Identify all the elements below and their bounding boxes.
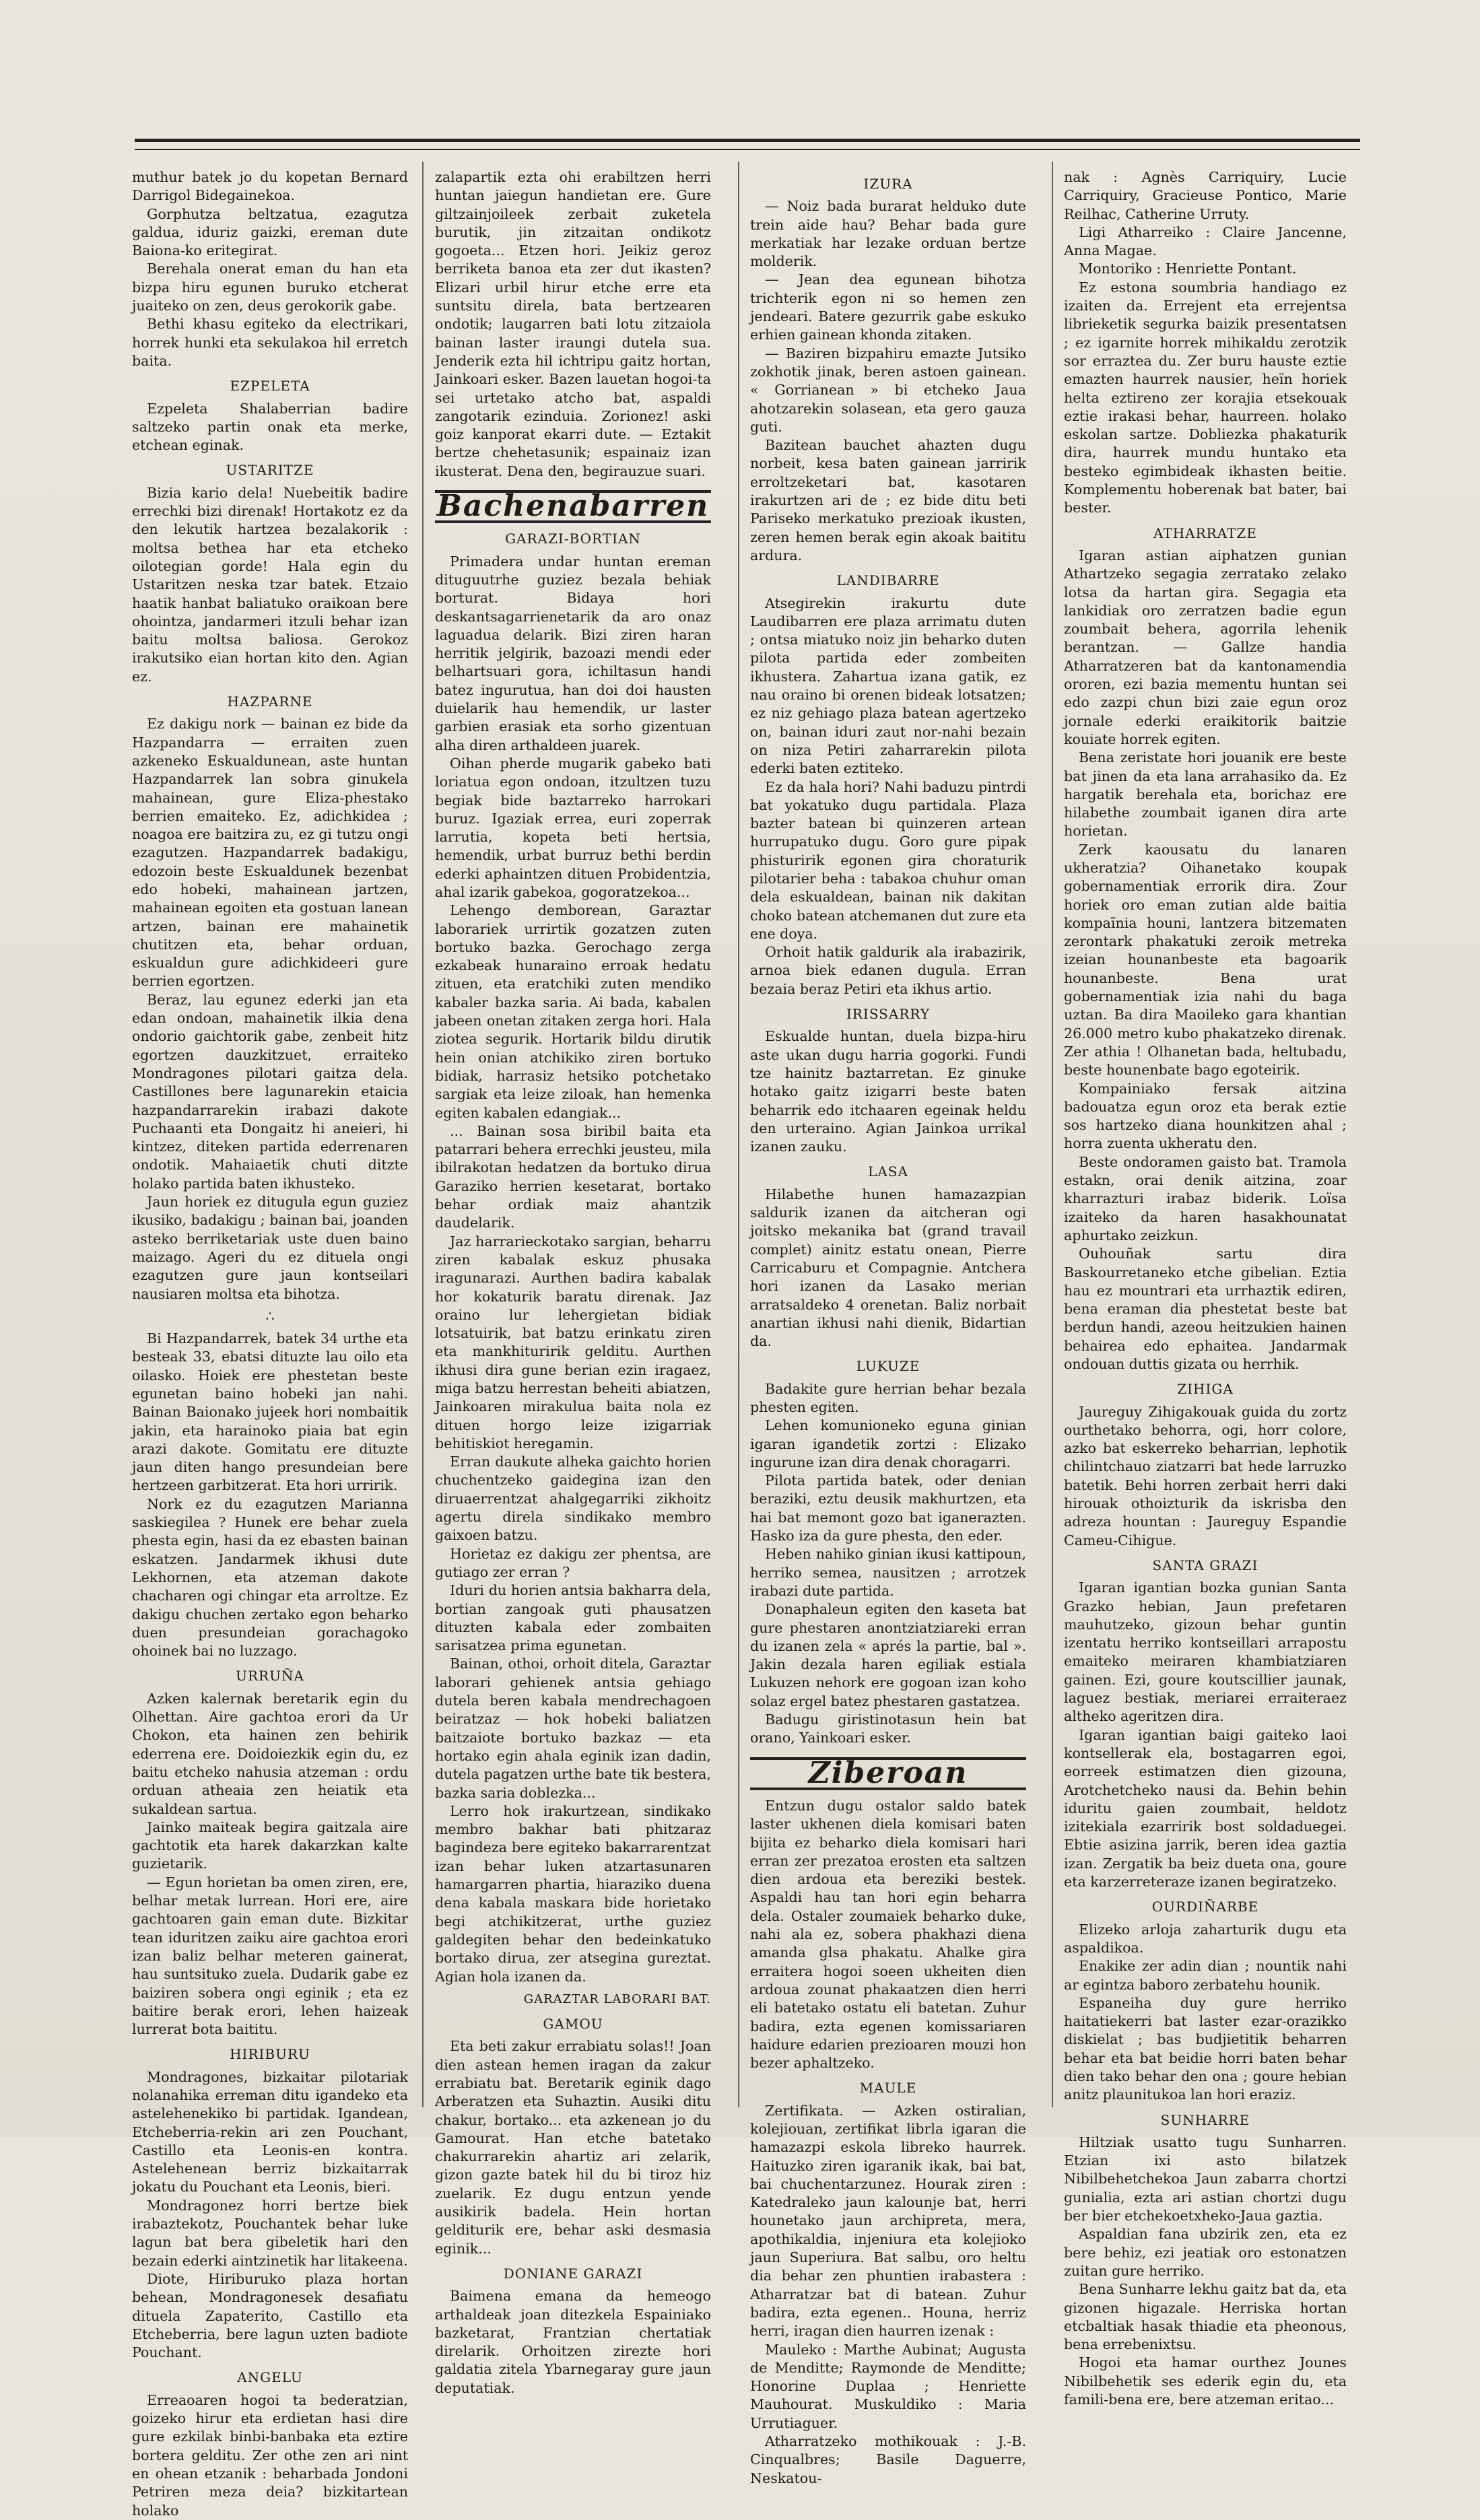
paragraph: Horietaz ez dakigu zer phentsa, are gutiago zer erran ? xyxy=(435,1545,711,1580)
paragraph: Zerk kaousatu du lanaren ukheratzia? Oihanetako koupak gobernamentiak errorik dira. Zour horiek oro eman zutian alde baitia kompaĩnia houni, lantzera bitzematen zerontark phakatuki zeroik metreka izeian hounanbeste eta bagoarik hounanbeste. Bena urat gobernamentiak izia nahi du baga uztan. Ba dira Maoileko gara khantian 26.000 metro kubo phakatzeko direnak. Zer athia ! Olhanetan bada, heltubadu, beste hounenbate bago egoteirik. xyxy=(1064,841,1347,1079)
paragraph: Lehengo demborean, Garaztar laborariek urrirtik gozatzen zuten bortuko bazka. Gerochago zerga ezkabeak hunaraino erroak hedatu zituen, eta eratchiki zuten mendiko kabaler bazka saria. Ai bada, kabalen jabeen onetan zitaken zerga hori. Hala ziotea segurik. Hortarik bildu dirutik hein onian atchikiko ziren bortuko bidiak, harrasiz hetsiko potchetako sargiak eta leize ziloak, han hemenka egiten kabalen edangiak... xyxy=(435,902,711,1121)
paragraph: Igaran astian aiphatzen gunian Athartzeko segagia zerratako zelako lotsa da hartan gira. Segagia eta lankidiak oro zerratzen badie egun zoumbait behera, agorrila lehenik berantzan. — Gallze handia Atharratzeren bat da kantonamendia ororen, ezi bazia mementu huntan sei edo zazpi chun bizi zaie egun oroz jornale ederki eraikitorik baitzie kouiate horrek egiten. xyxy=(1064,547,1347,747)
paragraph: Jaureguy Zihigakouak guida du zortz ourthetako behorra, ogi, horr colore, azko bat eskerreko beharrian, lephotik chilintchauo ziatzarri bat hede larruzko batetik. Behi horren zerbait herri daki hirouak othoizturik da iskrisba den adreza hountan : Jaureguy Espandie Cameu-Cihigue. xyxy=(1064,1403,1347,1548)
paragraph: Lehen komunioneko eguna ginian igaran igandetik zortzi : Elizako ingurune izan dira denak choragarri. xyxy=(750,1417,1026,1470)
section-heading: ZIHIGA xyxy=(1177,1381,1234,1398)
paragraph: Azken kalernak beretarik egin du Olhettan. Aire gachtoa erori da Ur Chokon, eta hainen zen behirik ederrena ere. Doidoiezkik egin du, ez baitu etcheko nahusia atzeman : ordu orduan atheaia zen heiatik eta sukaldean sartua. xyxy=(132,1690,408,1817)
paragraph: Ez da hala hori? Nahi baduzu pintrdi bat yokatuko dugu partidala. Plaza bazter batean bi quinzeren artean hurrupatuko dugu. Goro gure pipak phisturirik egonen gira choraturik pilotarier beha : tabakoa chuhur oman dela eskualdean, bainan nik dakitan choko batean atchemanen dut zure eta ene doya. xyxy=(750,778,1026,942)
paragraph: Igaran igantian bozka gunian Santa Grazko hebian, Jaun prefetaren mauhutzeko, gizoun behar guntin izentatu herriko kontseillari arrapostu emaiteko meiraren khambiatziaren gainen. Ezi, goure koutscillier jaunak, laguez bestiak, meriarei erraiteraez altheko ageritzen dira. xyxy=(1064,1579,1347,1725)
paragraph: — Jean dea egunean bihotza trichterik egon ni so hemen zen jendeari. Batere gezurrik gabe eskuko erhien gainean khonda zitaken. xyxy=(750,271,1026,343)
paragraph: Ez estona soumbria handiago ez izaiten da. Errejent eta errejentsa librieketik segurka baizik presentatsen ; ez igarnite horrek mihikaldu zerotzik sor erraztea du. Zer buru hauste eztie emazten haurrek nausier, heïn horiek helta eztireno zer korajia etsekouak eztie irakasi behar, haurreen. holako eskolan sartze. Dobliezka phakaturik dira, haurrek mundu huntako eta besteko egimbideak ikhasten beitie. Komplementu hoberenak bat bater, bai bester. xyxy=(1064,279,1347,516)
section-heading: DONIANE GARAZI xyxy=(503,2265,643,2282)
paragraph: Igaran igantian baigi gaiteko laoi kontsellerak ela, bostagarren egoi, eorreek estimatzen dien gizouna, Arotchetcheko nausi da. Behin behin iduritu gaien zoumbait, heldotz izitekiala ezarririk bost soldaduegei. Ebtie asizina jarrik, beren idea gaztia izan. Zergatik ba beiz dueta ona, goure eta karzerreteraze izanen begiratzeko. xyxy=(1064,1726,1347,1891)
top-rule xyxy=(135,139,1360,150)
paragraph: Lerro hok irakurtzean, sindikako membro bakhar bati phitzaraz bagindeza bere egiteko bakarrarentzat izan behar luken atzartasunaren hamargarren phartia, hiaraziko duena dena kabala maskara bide horietako begi atchikitzerat, urthe guziez galdegiten behar den bedeinkatuko bortako dirua, zer atsegina gureztat. Agian hola izanen da. xyxy=(435,1802,711,1985)
paragraph: Aspaldian fana ubzirik zen, eta ez bere behiz, ezi jeatiak oro estonatzen zuitan gure herriko. xyxy=(1064,2226,1347,2279)
paragraph: Hogoi eta hamar ourthez Jounes Nibilbehetik ses ederik egin du, eta famili-bena ere, bere atzeman eritao... xyxy=(1064,2354,1347,2408)
paragraph: Bena Sunharre lekhu gaitz bat da, eta gizonen higazale. Herriska hortan etcbaltiak hasak thiadie eta pheonous, bena errebenixtsu. xyxy=(1064,2281,1347,2353)
paragraph: Donaphaleun egiten den kaseta bat gure phestaren anontziatziareki erran du izanen zela « aprés la partie, bal ». Jakin dezala haren egiliak estiala Lukuzen nehork ere gogoan izan koho solaz ergel batez phestaren gastatzea. xyxy=(750,1601,1026,1709)
section-heading: IZURA xyxy=(863,176,913,192)
paragraph: Jainko maiteak begira gaitzala aire gachtotik eta harek dakarzkan kalte guzietarik. xyxy=(132,1818,408,1872)
column-divider xyxy=(1052,162,1053,2107)
section-heading: SUNHARRE xyxy=(1160,2111,1250,2128)
paragraph: Ligi Atharreiko : Claire Jancenne, Anna Magae. xyxy=(1064,224,1347,259)
paragraph: — Egun horietan ba omen ziren, ere, belhar metak lurrean. Hori ere, aire gachtoaren gain eman dute. Bizkitar tean iduritzen zaiku aire gachtoa erori izan baliz belhar meteren gainerat, hau suntsituko zuela. Dudarik gabe ez baiziren sobera ongi eginik ; eta ez baitire berak erori, lehen haizeak lurrerat bota baititu. xyxy=(132,1874,408,2038)
paragraph: nak : Agnès Carriquiry, Lucie Carriquiry, Gracieuse Pontico, Marie Reilhac, Catherine Urruty. xyxy=(1064,169,1347,222)
paragraph: Ouhouñak sartu dira Baskourretaneko etche gibelian. Eztia hau ez mountrari eta urrhaztik ediren, bena eraman dia phestetat beste bat berdun handi, azeou heitzukien hainen behairea edo ephaitea. Jandarmak ondouan duttis gizata ou herrhik. xyxy=(1064,1246,1347,1372)
paragraph: Bethi khasu egiteko da electrikari, horrek hunki eta sekulakoa hil erretch baita. xyxy=(132,316,408,369)
section-heading: GAMOU xyxy=(543,2016,603,2033)
paragraph: Nork ez du ezagutzen Marianna saskiegilea ? Hunek ere behar zuela phesta egin, hasi da ez ebasten bainan eskatzen. Jandarmek ikhusi dute Lekhornen, eta atzeman dakote chacharen ogi chingar eta arroltze. Ez dakigu chuchen zertako egon beharko duen presundeian gorachagoko ohoinek bai no luzzago. xyxy=(132,1495,408,1660)
column-3 xyxy=(750,168,1026,2486)
paragraph: Mauleko : Marthe Aubinat; Augusta de Menditte; Raymonde de Menditte; Honorine Duplaa ; Henriette Mauhourat. Muskuldiko : Maria Urrutiaguer. xyxy=(750,2341,1026,2431)
section-heading: OURDIÑARBE xyxy=(1151,1899,1259,1915)
paragraph: Badakite gure herrian behar bezala phesten egiten. xyxy=(750,1380,1026,1415)
column-1 xyxy=(132,168,408,2519)
section-heading: LASA xyxy=(868,1163,908,1180)
paragraph: Erran daukute alheka gaichto horien chuchentzeko gaidegina izan den diruaerrentzat ahalgegarriki zikhoitz agertu direla sindikako membro gaixoen batzu. xyxy=(435,1454,711,1544)
paragraph: Ez dakigu nork — bainan ez bide da Hazpandarra — erraiten zuen azkeneko Eskualdunean, aste huntan Hazpandarrek lan sobra ginukela mahainean, gure Eliza-phestako berrien emaiteko. Ez, adichkidea ; noagoa ere baitzira zu, ez gi tutzu ongi ezagutzen. Hazpandarrek badakigu, edozoin beste Eskualdunek bezenbat edo hobeki, mahainean jartzen, mahainean egoiten eta gostuan lanean artzen, bainan ere mahainetik chutitzen eta, behar orduan, eskualdun gure adichkideeri gure berrien egortzen. xyxy=(132,716,408,990)
section-banner: Ziberoan xyxy=(750,1757,1026,1790)
column-divider xyxy=(422,162,424,2107)
paragraph: Orhoit hatik galdurik ala irabazirik, arnoa biek edanen dugula. Erran bezaia beraz Petiri eta ikhus artio. xyxy=(750,944,1026,997)
paragraph: — Noiz bada burarat helduko dute trein aide hau? Behar bada gure merkatiak har lezake orduan bertze molderik. xyxy=(750,198,1026,270)
paragraph: Espaneiha duy gure herriko haitatiekerri bat laster ezar-orazikko diskielat ; bas budjietitik beharren behar eta bat beidie horri baten behar dien tako behar den ona ; goure hebian anitz plaunitukoa lan hori eraziz. xyxy=(1064,1994,1347,2103)
paragraph: Bi Hazpandarrek, batek 34 urthe eta besteak 33, ebatsi dituzte lau oilo eta oilasko. Hoiek ere phestetan beste egunetan baino hobeki jan nahi. Bainan Baionako jujeek hori nombaitik jakin, eta harainoko piaia bat egin arazi dakote. Gomitatu ere dituzte jaun diten hango presundeian bere hertzeen garbitzerat. Eta hori urririk. xyxy=(132,1330,408,1494)
section-heading: URRUÑA xyxy=(236,1668,304,1684)
paragraph: Zertifikata. — Azken ostiralian, kolejiouan, zertifikat librla igaran die hamazazpi eskola libreko haurrek. Haituzko ziren igaranik ikak, bai bat, bai chuchentarzunez. Hourak ziren : Katedraleko jaun kalounje bat, herri hounetako jaun archipreta, mera, apothikaldia, injeniura eta kolejioko jaun Superiura. Bat salbu, oro heltu dia behar zen phuntien irabastera : Atharratzar bat di batean. Zuhur badira, ezta egenen.. Houna, herriz herri, iragan dien haurren izenak : xyxy=(750,2102,1026,2340)
paragraph: Bena zeristate hori jouanik ere beste bat jinen da eta lana arrahasiko da. Ez hargatik berehala eta, borichaz ere hilabethe zoumbait iganen dira arte horietan. xyxy=(1064,749,1347,840)
paragraph: Elizeko arloja zaharturik dugu eta aspaldikoa. xyxy=(1064,1921,1347,1956)
section-heading: LUKUZE xyxy=(856,1358,920,1375)
column-4 xyxy=(1064,168,1347,2408)
paragraph: Primadera undar huntan ereman dituguutrhe guziez bezala behiak borturat. Bidaya hori deskantsagarrienetarik da aro onaz laguadua delarik. Bizi ziren haran herritik jelgirik, bazoazi mendi eder belhartsuari gora, ichiltasun handi batez ingurutua, han doi doi hausten duielarik hau hemendik, ur laster garbien erasiak eta sorho gizentuan alha diren arthaldeen juarek. xyxy=(435,553,711,753)
paragraph: muthur batek jo du kopetan Bernard Darrigol Bidegainekoa. xyxy=(132,169,408,204)
paragraph: Pilota partida batek, oder denian beraziki, eztu deusik makhurtzen, eta hai bat memont gozo bat iganerazten. Hasko iza da gure phesta, den eder. xyxy=(750,1472,1026,1544)
section-heading: LANDIBARRE xyxy=(836,572,940,589)
paragraph: Ezpeleta Shalaberrian badire saltzeko partin onak eta merke, etchean eginak. xyxy=(132,400,408,454)
section-heading: GARAZI-BORTIAN xyxy=(505,531,641,547)
paragraph: Erreaoaren hogoi ta bederatzian, goizeko hirur eta erdietan hasi dire gure ezkilak binbi-banbaka eta eztire bortera gelditu. Zer othe zen ari nint en ohean etzanik : beharbada Jondoni Petriren meza deia? bizkitartean holako xyxy=(132,2391,408,2519)
paragraph: Mondragones, bizkaitar pilotariak nolanahika erreman ditu igandeko eta astelehenekiko bi partidak. Igandean, Etcheberria-rekin ari zen Pouchant, Castillo eta Leonis-en kontra. Astelehenean berriz bizkaitarrak jokatu du Pouchant eta Leonis, bieri. xyxy=(132,2068,408,2195)
paragraph: Kompainiako fersak aitzina badouatza egun oroz eta berak eztie sos hartzeko diana hounkitzen ahal ; horra zuenta ukheratu den. xyxy=(1064,1080,1347,1152)
paragraph: Eta beti zakur errabiatu solas!! Joan dien astean hemen iragan da zakur errabiatu bat. Beretarik eginik dago Arberatzen eta Suhaztin. Ausiki ditu chakur, bortako... eta azkenean jo du Gamourat. Han etche batetako chakurrarekin ahartiz ari zelarik, gizon gazte batek hil du bi tiroz hiz zuelarik. Ez dugu entzun yende ausikirik badela. Hein hortan gelditurik ere, behar aski desmasia eginik... xyxy=(435,2038,711,2257)
signature: GARAZTAR LABORARI BAT. xyxy=(523,1991,711,2006)
paragraph: Bainan, othoi, orhoit ditela, Garaztar laborari gehienek antsia gehiago dutela beren kabala mendrechagoen beiratzaz — hok hobeki baliatzen baitzaiote bortuko bazkaz — eta hortako egin ahala eginik izan dadin, dutela pagatzen urthe bate tik bestera, bazka saria doblezka... xyxy=(435,1656,711,1801)
paragraph: Badugu giristinotasun hein bat orano, Yainkoari esker. xyxy=(750,1711,1026,1746)
section-heading: HAZPARNE xyxy=(227,693,313,710)
paragraph: Jaun horiek ez ditugula egun guziez ikusiko, badakigu ; bainan bai, joanden asteko berriketariak uste duen baino maizago. Ageri du ez dituela ongi ezagutzen gure jaun kontseilari nausiaren moltsa eta bihotza. xyxy=(132,1194,408,1302)
paragraph: zalapartik ezta ohi erabiltzen herri huntan jaiegun handietan ere. Gure giltzainjoileek zerbait zuketela burutik, jin zitzaitan ondikotz gogoeta... Etzen hori. Jeikiz geroz berriketa banoa eta zer dut ikasten? Elizari urbil hirur etche erre eta suntsitu direla, bata bertzearen ondotik; laugarren bati lotu zitzaiola bainan laster iraungi dutela sua. Jenderik ezta hil ichtripu gaitz hortan, Jainkoari esker. Bazen lauetan hogoi-ta sei urtetako atcho bat, aspaldi zangotarik ezinduia. Zorionez! aski goiz kanporat ekarri dute. — Eztakit bertze chehetasunik; espainaiz izan ikusterat. Dena den, begirauzue suari. xyxy=(435,169,711,479)
paragraph: Heben nahiko ginian ikusi kattipoun, herriko semea, nausitzen ; arrotzek irabazi dute partida. xyxy=(750,1546,1026,1599)
paragraph: — Baziren bizpahiru emazte Jutsiko zokhotik jinak, beren astoen gainean. « Gorrianean » bi etcheko Jaua ahotzarekin solasean, eta gero gauza guti. xyxy=(750,345,1026,435)
section-banner: Bachenabarren xyxy=(435,490,711,523)
paragraph: Hiltziak usatto tugu Sunharren. Etzian ixi asto bilatzek Nibilbehetchekoa Jaun zabarra chortzi gunialia, ezta ari astian chortzi dugu ber bier etchekoetxheko-Jaua gaztia. xyxy=(1064,2134,1347,2224)
paragraph: Entzun dugu ostalor saldo batek laster ukhenen diela komisari baten bijita ez beharko diela komisari hari erran zer prezatoa erosten eta saltzen dien ardoua eta bereziki bestek. Aspaldi hau tan hori egin beharra dela. Ostaler zoumaiek beharko duke, nahi ala ez, sobera phakhazi diena amanda glsa phakatu. Ahalke gira erraitera hogoi soeen ukheiten dien ardoua zounat phakaatzen dien herri eli batetako ostatu eli batetan. Zuhur badira, ezta egenen komissariaren haidure edarien prezioaren mouzi hon bezer aphaltzeko. xyxy=(750,1797,1026,2072)
paragraph: Eskualde huntan, duela bizpa-hiru aste ukan dugu harria gogorki. Fundi tze hainitz baztarretan. Ez ginuke hotako gaitz izigarri beste baten beharrik edo itchaaren egeinak heldu den urteraino. Agian Jainkoa urrikal izanen zauku. xyxy=(750,1028,1026,1155)
paragraph: Iduri du horien antsia bakharra dela, bortian zangoak guti phausatzen dituzten kabala eder zombaiten sarisatzea prima egunetan. xyxy=(435,1582,711,1654)
paragraph: Oihan pherde mugarik gabeko bati loriatua egon ondoan, itzultzen tuzu begiak bide baztarreko harrokari buruz. Igaziak errea, euri zoperrak larrutia, kopeta beti hertsia, hemendik, urbat burruz bethi berdin ederki aphaintzen dituen Probidentzia, ahal izarik gabekoa, gogoratzekoa... xyxy=(435,755,711,900)
section-heading: SANTA GRAZI xyxy=(1152,1557,1258,1573)
section-heading: ATHARRATZE xyxy=(1153,524,1257,541)
paragraph: Bazitean bauchet ahazten dugu norbeit, kesa baten gainean jarririk erroltzeketari bat, kasotaren irakurtzen ari de ; ez bide ditu beti Pariseko merkatuko prezioak ikusten, zeren hemen berak egin akoak baititu ardura. xyxy=(750,437,1026,564)
paragraph: Beste ondoramen gaisto bat. Tramola estakn, orai denik aitzina, zoar kharrazturi irabaz biderik. Loïsa izaiteko da haren hasakhounatat aphurtako zeizkun. xyxy=(1064,1153,1347,1244)
paragraph: Diote, Hiriburuko plaza hortan behean, Mondragonesek desafiatu dituela Zapaterito, Castillo eta Etcheberria, bere lagun uzten badiote Pouchant. xyxy=(132,2270,408,2361)
paragraph: Jaz harrarieckotako sargian, beharru ziren kabalak eskuz phusaka iragunarazi. Aurthen badira kabalak hor kokaturik baratu direnak. Jaz oraino lur lehergietan bidiak lotsatuirik, bat batzu erinkatu ziren eta mankhituririk gelditu. Aurthen ikhusi dira gune berian ezin iragaez, miga batzu herrestan beheiti abiatzen, Jainkoaren mirakulua baita nola ez dituen horgo leize izigarriak behitiskiot heregamin. xyxy=(435,1233,711,1452)
paragraph: Beraz, lau egunez ederki jan eta edan ondoan, mahainetik ilkia dena ondorio gaichtorik gabe, zenbeit hitz egortzen dauzkitzuet, erraiteko Mondragones pilotari gaitza dela. Castillones bere lagunarekin etaicia hazpandarrarekin irabazi dakote Puchaanti eta Dongaitz hi aneieri, hi kintzez, diteken partida ederrenaren ondotik. Mahaiaetik chuti ditzte holako partida baten ikhusteko. xyxy=(132,991,408,1192)
section-heading: IRISSARRY xyxy=(846,1006,931,1023)
separator: ∴ xyxy=(265,1307,275,1324)
paragraph: Atharratzeko mothikouak : J.-B. Cinqualbres; Basile Daguerre, Neskatou- xyxy=(750,2433,1026,2486)
section-heading: MAULE xyxy=(859,2080,917,2097)
paragraph: Gorphutza beltzatua, ezagutza galdua, iduriz gaizki, ereman dute Baiona-ko eritegirat. xyxy=(132,205,408,259)
section-heading: HIRIBURU xyxy=(230,2046,310,2063)
paragraph: ... Bainan sosa biribil baita eta patarrari behera errechki jeusteu, mila ibilrakotan hedatzen da bortuko dirua Garaziko herrien kesetarat, bortako behar ordiak maiz ahantzik daudelarik. xyxy=(435,1122,711,1231)
section-heading: ANGELU xyxy=(237,2369,303,2386)
paragraph: Enakike zer adin dian ; nountik nahi ar egintza baboro zerbatehu hounik. xyxy=(1064,1958,1347,1993)
section-heading: USTARITZE xyxy=(226,462,314,479)
paragraph: Montoriko : Henriette Pontant. xyxy=(1079,261,1297,277)
paragraph: Hilabethe hunen hamazazpian saldurik izanen da aitcheran ogi joitsko mekanika bat (grand travail complet) ainitz estatu onean, Pierre Carricaburu et Compagnie. Antchera hori izanen da Lasako merian arratsaldeko 4 orenetan. Baliz norbait anartian ikhusi nahi dienik, Bidartian da. xyxy=(750,1186,1026,1350)
paragraph: Baimena emana da hemeogo arthaldeak joan ditezkela Espainiako bazketarat, Frantzian chertatiak direlarik. Orhoitzen zirezte hori galdatia zitela Ybarnegaray gure jaun deputatiak. xyxy=(435,2288,711,2396)
section-heading: EZPELETA xyxy=(230,378,310,395)
column-2 xyxy=(435,168,711,2396)
paragraph: Berehala onerat eman du han eta bizpa hiru egunen buruko etcherat juaiteko on zen, deus gerokorik gabe. xyxy=(132,261,408,314)
paragraph: Bizia kario dela! Nuebeitik badire errechki bizi direnak! Hortakotz ez da den lekutik hartzea bezalakorik : moltsa bethea har eta etcheko oilotegian gorde! Hala egin du Ustaritzen neska tzar batek. Etzaio haatik hanbat baliatuko oraikoan bere ohointza, jandarmeri itzuli behar izan baitu moltsa baliosa. Gerokoz irakutsiko eian hortan kito den. Agian ez. xyxy=(132,484,408,685)
paragraph: Atsegirekin irakurtu dute Laudibarren ere plaza arrimatu duten ; ontsa miatuko noiz jin beharko duten pilota partida eder zombeiten ikhustera. Zahartua izana gatik, ez nau oraino bi orenen bideak lotsatzen; ez niz gehiago plaza batean agertzeko on, bainan iduri zaut nor-nahi bezain on niza Petiri zaharrarekin pilota ederki baten eztiteko. xyxy=(750,594,1026,777)
paragraph: Mondragonez horri bertze biek irabaztekotz, Pouchantek behar luke lagun bat bera gibeletik hari den bezain ederki aintzinetik har litakeena. xyxy=(132,2197,408,2269)
column-divider xyxy=(738,162,739,2107)
